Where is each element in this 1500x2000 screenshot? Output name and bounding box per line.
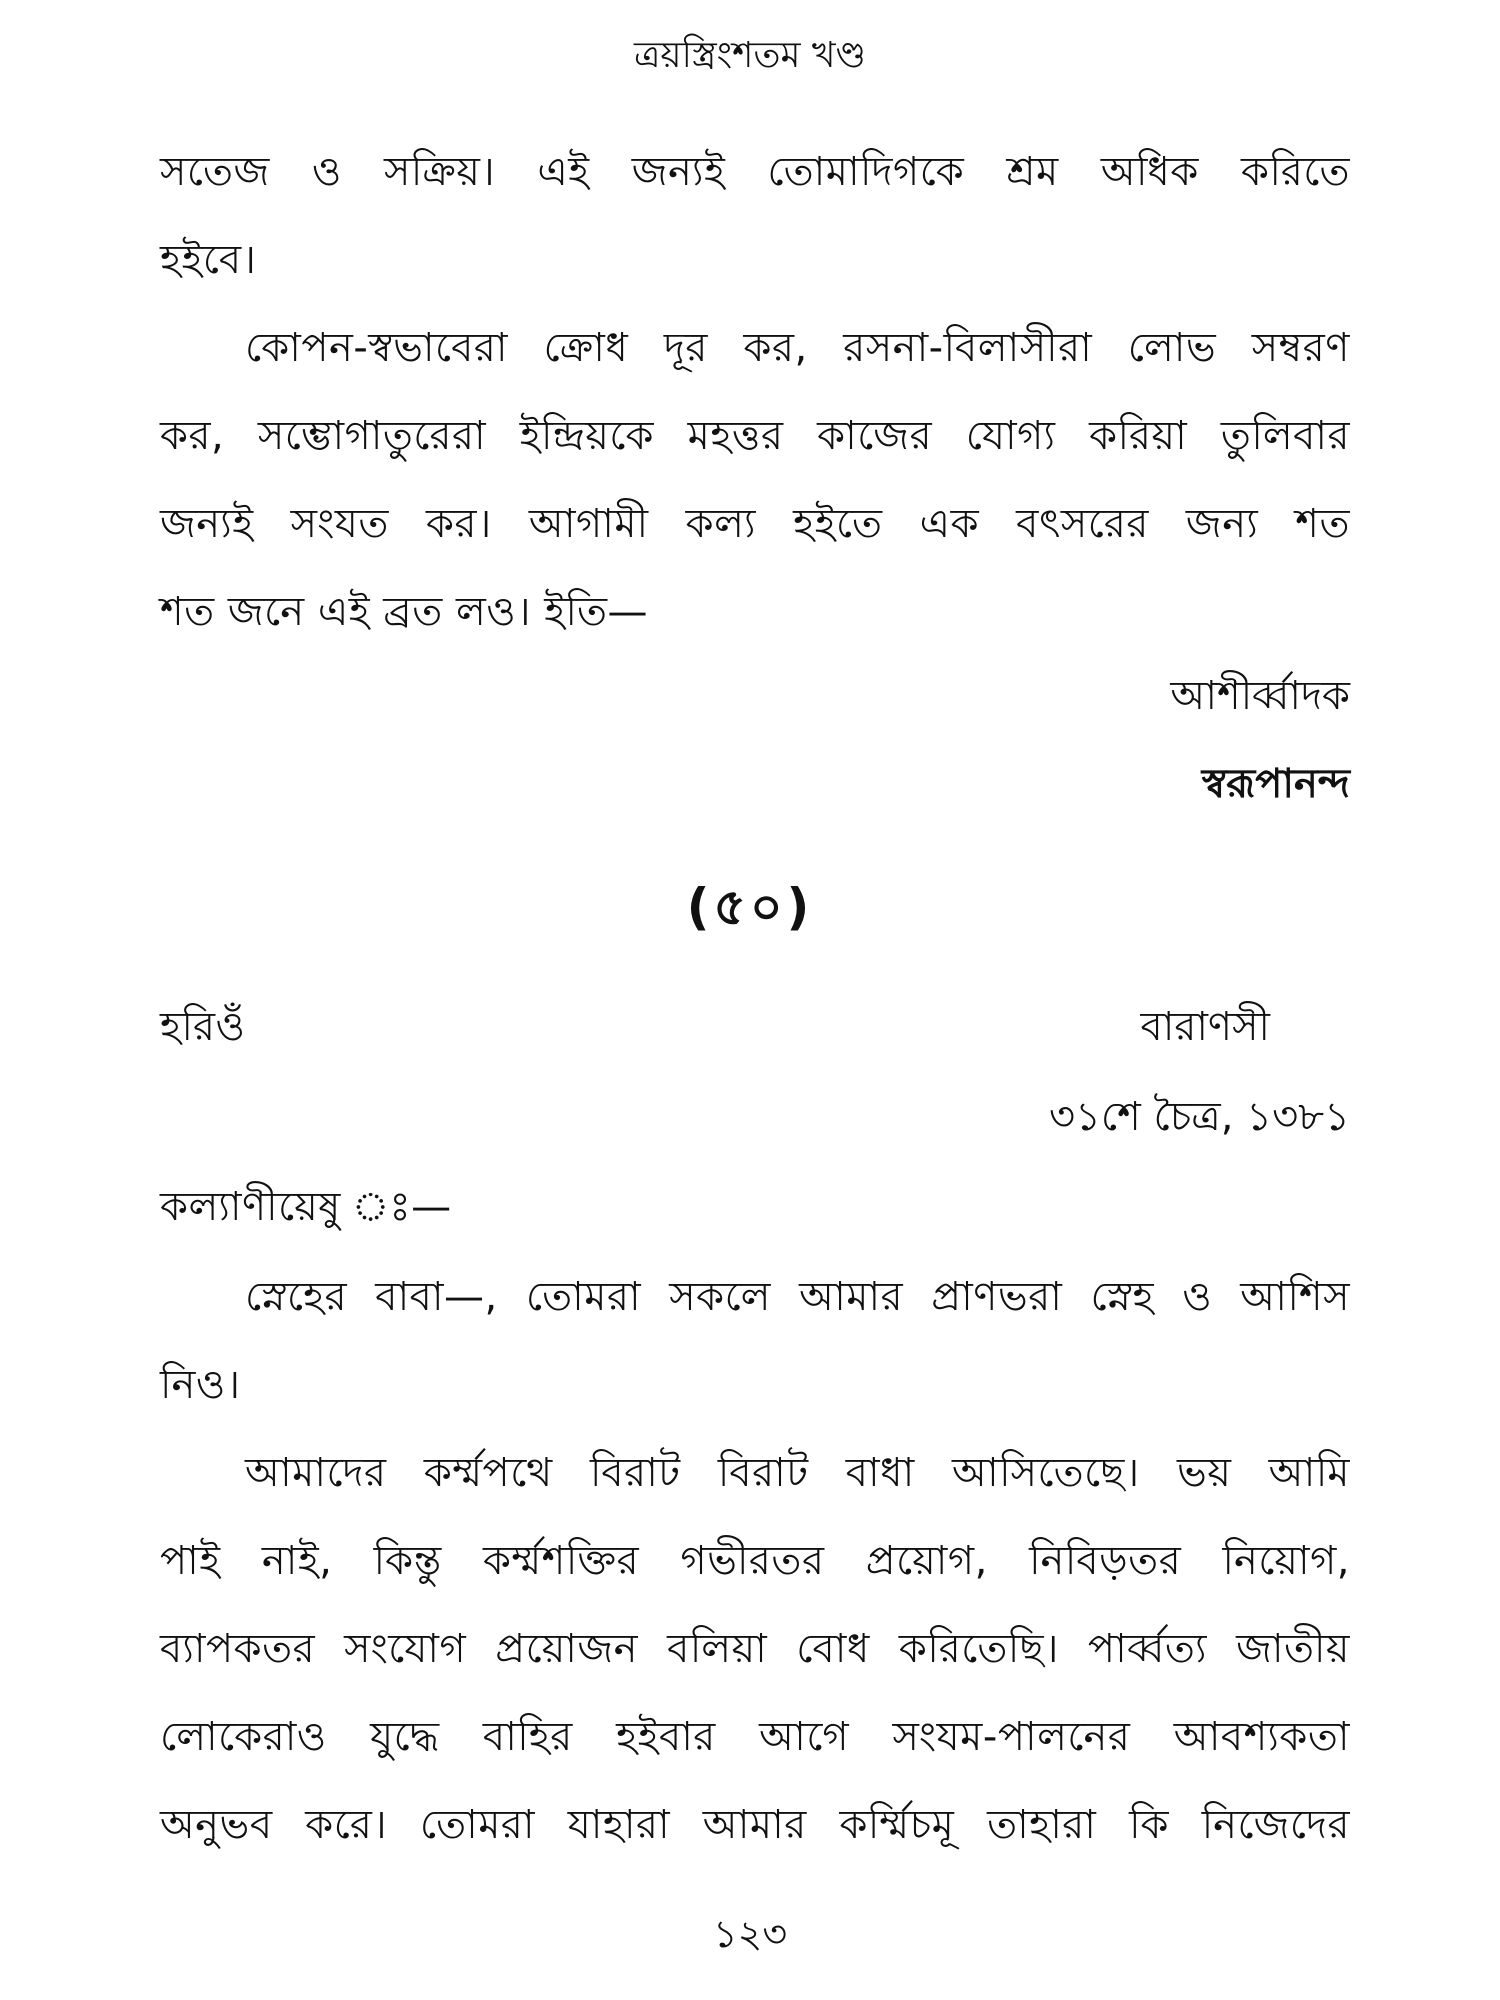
text-line: আমাদের কর্ম্মপথে বিরাট বিরাট বাধা আসিতেছে। ভয় আমি <box>245 1450 1350 1496</box>
text-line: জন্যই সংযত কর। আগামী কল্য হইতে এক বৎসরের জন্য শত <box>160 501 1350 547</box>
text-line: শত জনে এই ব্রত লও। ইতি— <box>160 589 649 635</box>
place: বারাণসী <box>1140 1004 1270 1050</box>
addressee: কল্যাণীয়েষু ঃ— <box>160 1184 452 1230</box>
text-line: অনুভব করে। তোমরা যাহারা আমার কর্ম্মিচমূ তাহারা কি নিজেদের <box>160 1802 1350 1848</box>
date: ৩১শে চৈত্র, ১৩৮১ <box>1048 1094 1350 1140</box>
text-line: কর, সম্ভোগাতুরেরা ইন্দ্রিয়কে মহত্তর কাজের যোগ্য করিয়া তুলিবার <box>160 413 1350 459</box>
text-line: লোকেরাও যুদ্ধে বাহির হইবার আগে সংযম-পালনের আবশ্যকতা <box>160 1714 1350 1760</box>
text-line: হইবে। <box>160 237 257 283</box>
page-number: ১২৩ <box>712 1912 788 1956</box>
signature: স্বরূপানন্দ <box>1201 761 1350 807</box>
text-line: স্নেহের বাবা—, তোমরা সকলে আমার প্রাণভরা স্নেহ ও আশিস <box>245 1274 1350 1320</box>
salutation: হরিওঁ <box>160 1004 246 1050</box>
text-line: কোপন-স্বভাবেরা ক্রোধ দূর কর, রসনা-বিলাসীরা লোভ সম্বরণ <box>245 325 1350 371</box>
text-line: নিও। <box>160 1362 241 1408</box>
text-line: ব্যাপকতর সংযোগ প্রয়োজন বলিয়া বোধ করিতেছি। পার্ব্বত্য জাতীয় <box>160 1626 1350 1672</box>
running-header: ত্রয়স্ত্রিংশতম খণ্ড <box>633 35 867 76</box>
text-line: সতেজ ও সক্রিয়। এই জন্যই তোমাদিগকে শ্রম অধিক করিতে <box>160 149 1350 195</box>
closing-blessing: আশীর্ব্বাদক <box>1170 673 1350 719</box>
text-line: পাই নাই, কিন্তু কর্ম্মশক্তির গভীরতর প্রয়োগ, নিবিড়তর নিয়োগ, <box>160 1538 1350 1584</box>
letter-number: (৫০) <box>686 878 814 936</box>
